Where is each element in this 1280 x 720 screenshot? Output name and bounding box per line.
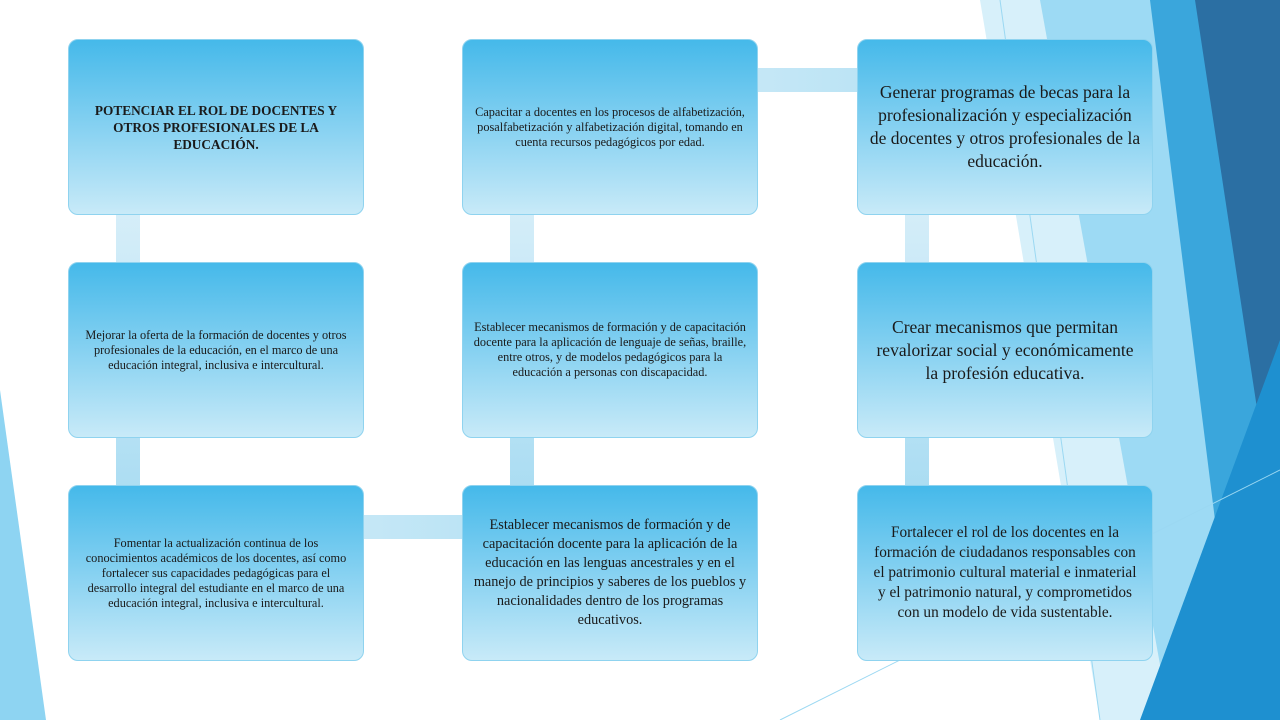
box-programas-becas xyxy=(857,39,1153,215)
box-text: Establecer mecanismos de formación y de capacitación docente para la aplicación de lenguaje de señas, braille, entre otros, y de modelos pedagógicos para la educación a personas con discapacidad. xyxy=(473,320,747,379)
box-text: Capacitar a docentes en los procesos de alfabetización, posalfabetización y alfabetización digital, tomando en cuenta recursos pedagógicos por edad. xyxy=(475,104,745,149)
box-text: Generar programas de becas para la profesionalización y especialización de docentes y otros profesionales de la educación. xyxy=(869,82,1141,171)
box-capacitar-alfabetizacion xyxy=(462,39,758,215)
box-text: Fomentar la actualización continua de los conocimientos académicos de los docentes, así como fortalecer sus capacidades pedagógicas para el desarrollo integral del estudiante en el marco de una educación integral, inclusiva e intercultural. xyxy=(85,535,347,610)
box-text: Mejorar la oferta de la formación de docentes y otros profesionales de la educación, en el marco de una educación integral, inclusiva e intercultural. xyxy=(85,327,347,372)
box-lenguas-ancestrales xyxy=(462,485,758,661)
left-light-triangle xyxy=(0,390,46,720)
box-mejorar-oferta-formacion xyxy=(68,262,364,438)
box-revalorizar-profesion xyxy=(857,262,1153,438)
box-text: Fortalecer el rol de los docentes en la formación de ciudadanos responsables con el patrimonio cultural material e inmaterial y el patrimonio natural, y comprometidos con un modelo de vida sustentable. xyxy=(873,524,1137,621)
box-lenguaje-senas-braille xyxy=(462,262,758,438)
box-text: POTENCIAR EL ROL DE DOCENTES Y OTROS PROFESIONALES DE LA EDUCACIÓN. xyxy=(94,102,338,152)
box-fortalecer-rol-docentes xyxy=(857,485,1153,661)
box-potenciar-rol-docentes xyxy=(68,39,364,215)
box-text: Crear mecanismos que permitan revalorizar social y económicamente la profesión educativa. xyxy=(876,316,1134,383)
box-text: Establecer mecanismos de formación y de capacitación docente para la aplicación de la educación en las lenguas ancestrales y en el manejo de principios y saberes de los pueblos y nacionalidades dentro de los programas educativos. xyxy=(473,517,747,628)
box-fomentar-actualizacion xyxy=(68,485,364,661)
